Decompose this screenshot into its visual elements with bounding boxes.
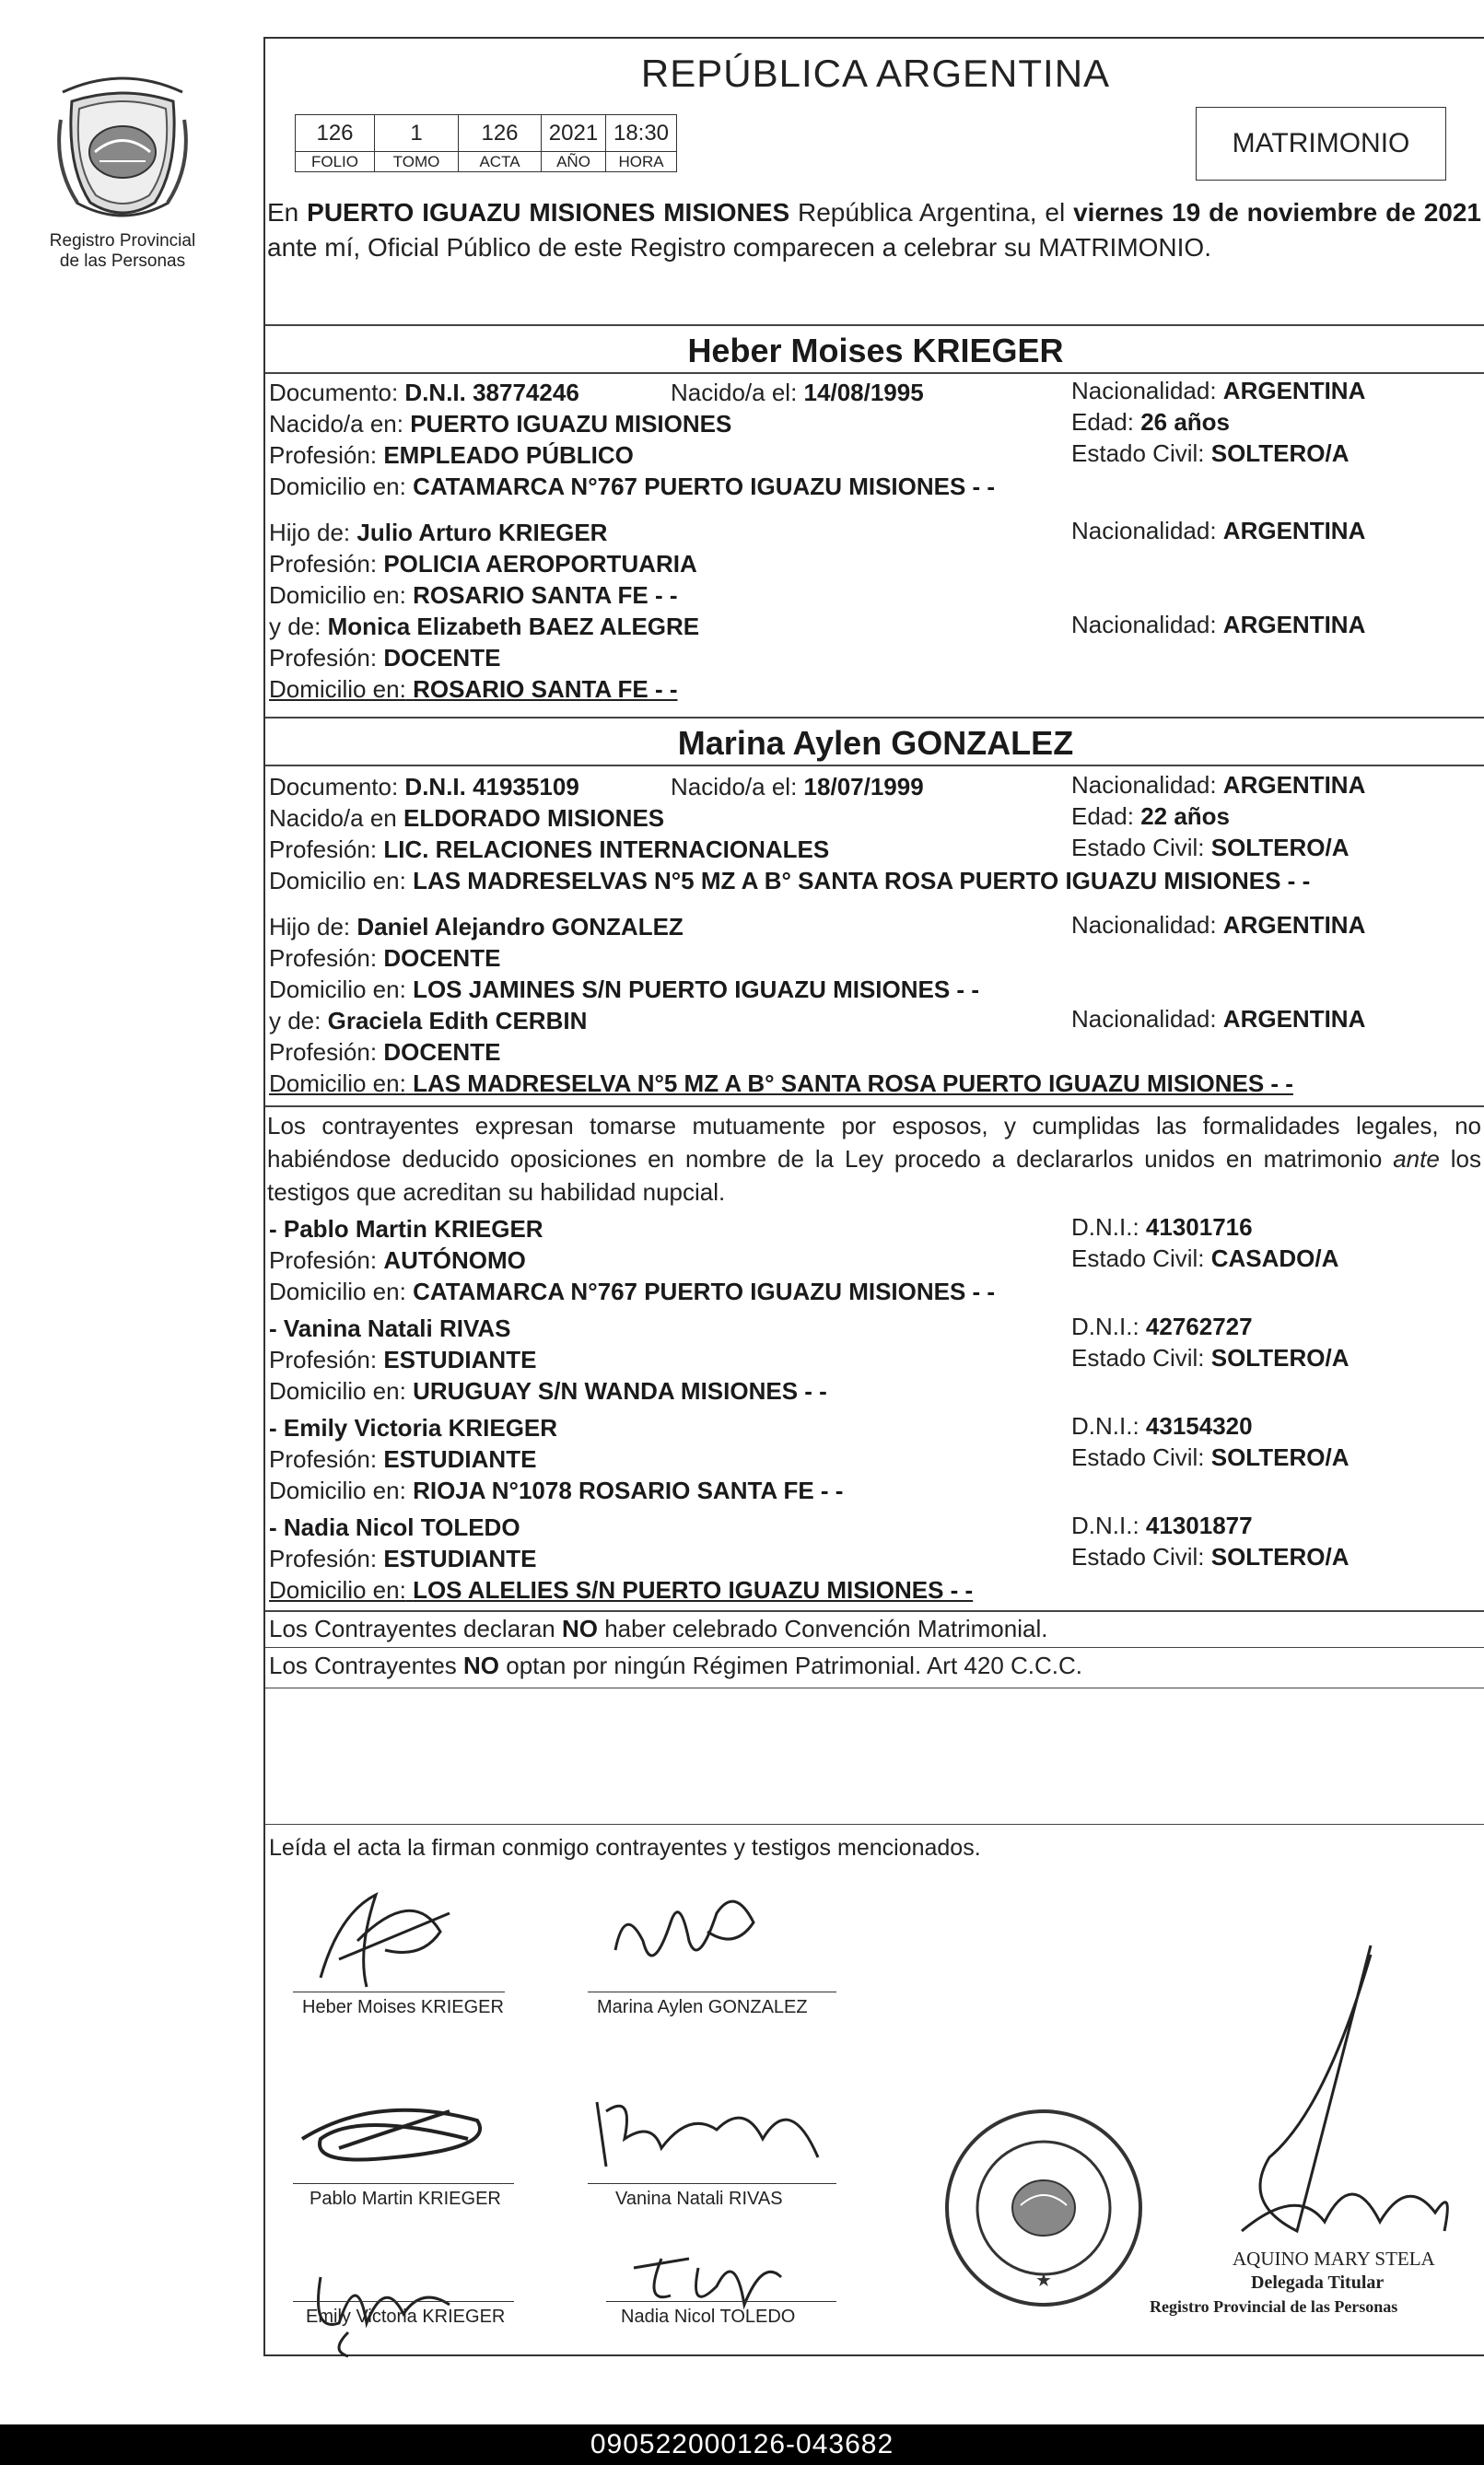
witness1-estado-civil: Estado Civil: CASADO/A bbox=[1071, 1244, 1339, 1272]
c1-nacionalidad: Nacionalidad: ARGENTINA bbox=[1071, 377, 1366, 404]
witness4-profesion: Profesión: ESTUDIANTE bbox=[269, 1545, 537, 1572]
witness4-domicilio: Domicilio en: LOS ALELIES S/N PUERTO IGUAZU MISIONES - - bbox=[269, 1576, 974, 1604]
acta-value: 126 bbox=[459, 115, 542, 152]
witness1-dni: D.N.I.: 41301716 bbox=[1071, 1213, 1253, 1241]
c1-madre: y de: Monica Elizabeth BAEZ ALEGRE bbox=[269, 613, 700, 640]
witness4-name: - Nadia Nicol TOLEDO bbox=[269, 1513, 520, 1541]
witness2-profesion: Profesión: ESTUDIANTE bbox=[269, 1346, 537, 1373]
witness2-name: - Vanina Natali RIVAS bbox=[269, 1314, 511, 1342]
anio-value: 2021 bbox=[542, 115, 606, 152]
c2-estado-civil: Estado Civil: SOLTERO/A bbox=[1071, 834, 1350, 861]
signature-marina bbox=[597, 1876, 781, 1996]
witness1-profesion: Profesión: AUTÓNOMO bbox=[269, 1246, 526, 1274]
record-type-box: MATRIMONIO bbox=[1196, 107, 1446, 181]
c1-madre-profesion: Profesión: DOCENTE bbox=[269, 644, 501, 672]
witness1-name: - Pablo Martin KRIEGER bbox=[269, 1215, 543, 1243]
c1-padre-domicilio: Domicilio en: ROSARIO SANTA FE - - bbox=[269, 581, 678, 609]
c1-domicilio: Domicilio en: CATAMARCA N°767 PUERTO IGUAZU MISIONES - - bbox=[269, 473, 996, 500]
c2-profesion: Profesión: LIC. RELACIONES INTERNACIONALES bbox=[269, 835, 830, 863]
document-title: REPÚBLICA ARGENTINA bbox=[640, 52, 1111, 95]
c2-padre-domicilio: Domicilio en: LOS JAMINES S/N PUERTO IGUAZU MISIONES - - bbox=[269, 975, 979, 1003]
c2-documento: Documento: D.N.I. 41935109 bbox=[269, 773, 579, 800]
witness4-estado-civil: Estado Civil: SOLTERO/A bbox=[1071, 1543, 1350, 1571]
c2-padre-nacionalidad: Nacionalidad: ARGENTINA bbox=[1071, 911, 1366, 939]
c1-madre-domicilio: Domicilio en: ROSARIO SANTA FE - - bbox=[269, 675, 678, 703]
contrayente2-name: Marina Aylen GONZALEZ bbox=[677, 724, 1074, 762]
signature-heber bbox=[302, 1876, 477, 1996]
c1-padre: Hijo de: Julio Arturo KRIEGER bbox=[269, 519, 608, 546]
c1-estado-civil: Estado Civil: SOLTERO/A bbox=[1071, 439, 1350, 467]
tomo-label: TOMO bbox=[375, 152, 459, 172]
contrayente1-name: Heber Moises KRIEGER bbox=[687, 332, 1064, 369]
official-stamp bbox=[938, 2102, 1150, 2314]
officer-office: Registro Provincial de las Personas bbox=[1150, 2297, 1398, 2316]
anio-label: AÑO bbox=[542, 152, 606, 172]
witness4-dni: D.N.I.: 41301877 bbox=[1071, 1512, 1253, 1539]
c2-nacido-en: Nacido/a en ELDORADO MISIONES bbox=[269, 804, 665, 832]
c1-documento: Documento: D.N.I. 38774246 bbox=[269, 379, 579, 406]
witness3-profesion: Profesión: ESTUDIANTE bbox=[269, 1445, 537, 1473]
barcode-number: 090522000126-043682 bbox=[0, 2424, 1484, 2465]
officer-name: AQUINO MARY STELA bbox=[1233, 2248, 1435, 2270]
marriage-certificate bbox=[263, 37, 1484, 2356]
tomo-value: 1 bbox=[375, 115, 459, 152]
folio-value: 126 bbox=[296, 115, 375, 152]
signature-officer bbox=[1186, 1927, 1463, 2286]
logo-caption-line2: de las Personas bbox=[59, 251, 186, 271]
folio-label: FOLIO bbox=[296, 152, 375, 172]
c2-padre: Hijo de: Daniel Alejandro GONZALEZ bbox=[269, 913, 684, 940]
witness3-name: - Emily Victoria KRIEGER bbox=[269, 1414, 558, 1442]
signature-emily bbox=[293, 2240, 477, 2360]
sig-label-nadia: Nadia Nicol TOLEDO bbox=[621, 2307, 796, 2327]
c2-domicilio: Domicilio en: LAS MADRESELVAS N°5 MZ A B° SANTA ROSA PUERTO IGUAZU MISIONES - - bbox=[269, 867, 1311, 894]
c1-nacido-en: Nacido/a en: PUERTO IGUAZU MISIONES bbox=[269, 410, 732, 438]
province-seal-icon bbox=[53, 64, 192, 226]
witness2-estado-civil: Estado Civil: SOLTERO/A bbox=[1071, 1344, 1350, 1372]
c2-nacionalidad: Nacionalidad: ARGENTINA bbox=[1071, 771, 1366, 799]
witness3-domicilio: Domicilio en: RIOJA N°1078 ROSARIO SANTA FE - - bbox=[269, 1477, 844, 1504]
logo-caption-line1: Registro Provincial bbox=[49, 231, 196, 251]
c2-madre-profesion: Profesión: DOCENTE bbox=[269, 1038, 501, 1066]
sig-label-emily: Emily Victoria KRIEGER bbox=[306, 2307, 506, 2327]
c2-madre: y de: Graciela Edith CERBIN bbox=[269, 1007, 588, 1034]
registry-logo bbox=[26, 64, 219, 272]
c2-padre-profesion: Profesión: DOCENTE bbox=[269, 944, 501, 972]
c1-nacido-el: Nacido/a el: 14/08/1995 bbox=[671, 379, 924, 406]
sig-label-pablo: Pablo Martin KRIEGER bbox=[310, 2189, 501, 2209]
c2-edad: Edad: 22 años bbox=[1071, 802, 1231, 830]
c1-madre-nacionalidad: Nacionalidad: ARGENTINA bbox=[1071, 611, 1366, 638]
c1-edad: Edad: 26 años bbox=[1071, 408, 1231, 436]
witness3-dni: D.N.I.: 43154320 bbox=[1071, 1412, 1253, 1440]
signature-pablo bbox=[284, 2084, 505, 2185]
c2-nacido-el: Nacido/a el: 18/07/1999 bbox=[671, 773, 924, 800]
signature-vanina bbox=[578, 2074, 855, 2185]
c1-profesion: Profesión: EMPLEADO PÚBLICO bbox=[269, 441, 634, 469]
witness2-domicilio: Domicilio en: URUGUAY S/N WANDA MISIONES - - bbox=[269, 1377, 827, 1405]
witness3-estado-civil: Estado Civil: SOLTERO/A bbox=[1071, 1443, 1350, 1471]
sig-label-heber: Heber Moises KRIEGER bbox=[302, 1997, 504, 2017]
sig-label-vanina: Vanina Natali RIVAS bbox=[615, 2189, 783, 2209]
c2-madre-nacionalidad: Nacionalidad: ARGENTINA bbox=[1071, 1005, 1366, 1033]
acta-label: ACTA bbox=[459, 152, 542, 172]
convencion-statement: Los Contrayentes declaran NO haber celebrado Convención Matrimonial. bbox=[269, 1615, 1048, 1642]
sig-label-marina: Marina Aylen GONZALEZ bbox=[597, 1997, 808, 2017]
witness1-domicilio: Domicilio en: CATAMARCA N°767 PUERTO IGUAZU MISIONES - - bbox=[269, 1278, 996, 1305]
hora-label: HORA bbox=[606, 152, 677, 172]
regimen-statement: Los Contrayentes NO optan por ningún Régimen Patrimonial. Art 420 C.C.C. bbox=[269, 1652, 1083, 1679]
closing-statement: Leída el acta la firman conmigo contrayentes y testigos mencionados. bbox=[269, 1835, 981, 1861]
c2-madre-domicilio: Domicilio en: LAS MADRESELVA N°5 MZ A B° SANTA ROSA PUERTO IGUAZU MISIONES - - bbox=[269, 1069, 1293, 1097]
declaration-paragraph: Los contrayentes expresan tomarse mutuamente por esposos, y cumplidas las formalidades legales, no habiéndose deducido oposiciones en nombre de la Ley procedo a declararlos unidos en matrimonio ante los testigos que acreditan su habilidad nupcial. bbox=[267, 1112, 1481, 1206]
svg-text:★: ★ bbox=[1035, 2271, 1052, 2291]
hora-value: 18:30 bbox=[606, 115, 677, 152]
registry-data-table bbox=[295, 114, 677, 172]
c1-padre-nacionalidad: Nacionalidad: ARGENTINA bbox=[1071, 517, 1366, 544]
intro-paragraph: En PUERTO IGUAZU MISIONES MISIONES República Argentina, el viernes 19 de noviembre de 2021 ante mí, Oficial Público de este Registro comparecen a celebrar su MATRIMONIO. bbox=[267, 198, 1481, 262]
witness2-dni: D.N.I.: 42762727 bbox=[1071, 1313, 1253, 1340]
c1-padre-profesion: Profesión: POLICIA AEROPORTUARIA bbox=[269, 550, 697, 578]
officer-title: Delegada Titular bbox=[1251, 2272, 1385, 2293]
